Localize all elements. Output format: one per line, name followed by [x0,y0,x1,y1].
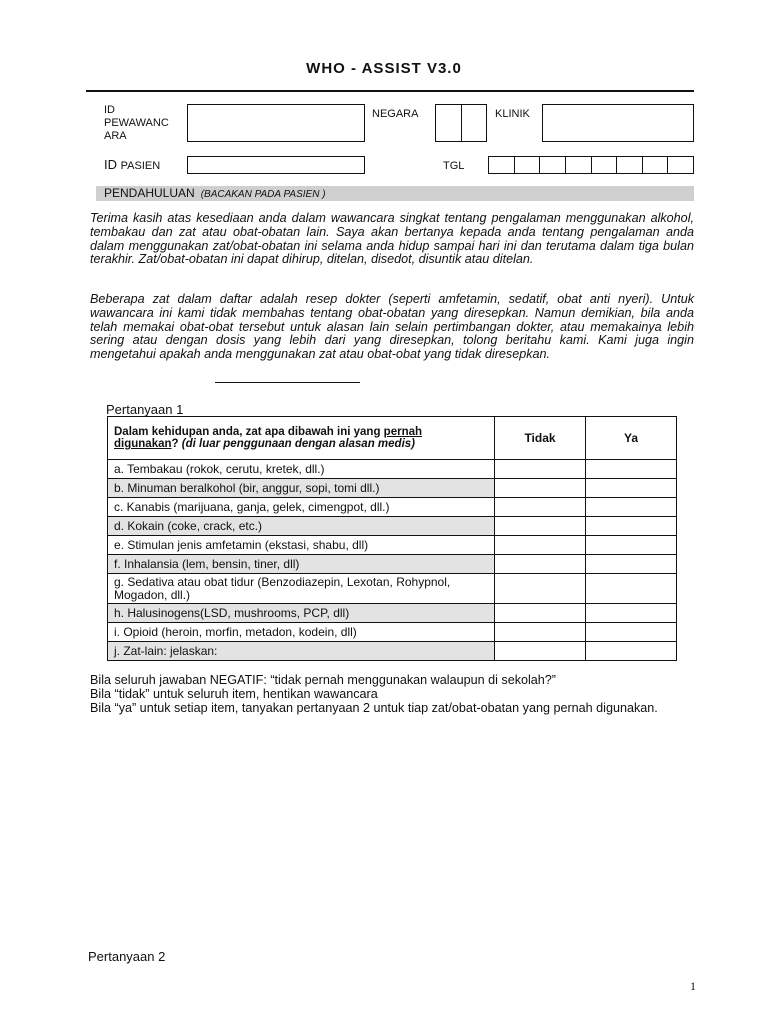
title-rule [86,90,694,92]
interviewer-id-label: ID PEWAWANC ARA [104,104,169,142]
column-header-no: Tidak [495,417,586,460]
answer-no-cell[interactable] [495,517,586,536]
table-header-row [108,417,677,460]
question-1-label: Pertanyaan 1 [106,402,184,417]
answer-yes-cell[interactable] [586,623,677,642]
page-title: WHO - ASSIST V3.0 [306,60,462,77]
substance-label: h. Halusinogens(LSD, mushrooms, PCP, dll) [108,604,495,623]
substance-label: j. Zat-lain: jelaskan: [108,642,495,661]
country-label: NEGARA [372,108,419,120]
table-row [108,460,677,479]
answer-yes-cell[interactable] [586,479,677,498]
answer-yes-cell[interactable] [586,555,677,574]
substance-label: g. Sedativa atau obat tidur (Benzodiazepin, Lexotan, Rohypnol, Mogadon, dll.) [108,574,495,604]
clinic-label: KLINIK [495,108,530,120]
table-row [108,498,677,517]
answer-no-cell[interactable] [495,479,586,498]
page-number: 1 [690,979,696,993]
table-row [108,517,677,536]
instruction-line: Bila seluruh jawaban NEGATIF: “tidak pernah menggunakan walaupun di sekolah?” [90,673,557,687]
instruction-line: Bila “ya” untuk setiap item, tanyakan pertanyaan 2 untuk tiap zat/obat-obatan yang pernah digunakan. [90,700,658,715]
answer-yes-cell[interactable] [586,498,677,517]
substance-label: c. Kanabis (marijuana, ganja, gelek, cimengpot, dll.) [108,498,495,517]
column-header-yes: Ya [586,417,677,460]
answer-yes-cell[interactable] [586,642,677,661]
substance-label: b. Minuman beralkohol (bir, anggur, sopi, tomi dll.) [108,479,495,498]
question-1-text: Dalam kehidupan anda, zat apa dibawah ini yang pernah digunakan? (di luar penggunaan dengan alasan medis) [108,417,495,460]
question-1-table [107,416,677,661]
answer-no-cell[interactable] [495,536,586,555]
patient-id-field[interactable] [187,156,365,174]
date-field[interactable] [488,156,694,174]
clinic-field[interactable] [542,104,694,142]
table-row [108,574,677,604]
answer-no-cell[interactable] [495,498,586,517]
answer-yes-cell[interactable] [586,460,677,479]
substance-label: a. Tembakau (rokok, cerutu, kretek, dll.) [108,460,495,479]
substance-label: e. Stimulan jenis amfetamin (ekstasi, shabu, dll) [108,536,495,555]
instructions-block [90,674,700,715]
answer-no-cell[interactable] [495,623,586,642]
substance-label: f. Inhalansia (lem, bensin, tiner, dll) [108,555,495,574]
intro-paragraph-1: Terima kasih atas kesediaan anda dalam wawancara singkat tentang pengalaman menggunakan alkohol, tembakau dan zat atau obat-obatan lain. Saya akan bertanya kepada anda tentang pengalaman anda dalam menggunakan zat/obat-obatan ini selama anda hidup sampai hari ini dan terutama dalam tiga bulan terakhir. Zat/obat-obatan ini dapat dihirup, ditelan, disedot, disuntik atau ditelan. [90,211,694,267]
table-row [108,623,677,642]
answer-yes-cell[interactable] [586,604,677,623]
date-label: TGL [443,160,465,172]
substance-label: d. Kokain (coke, crack, etc.) [108,517,495,536]
answer-no-cell[interactable] [495,574,586,604]
question-2-label: Pertanyaan 2 [88,949,166,964]
interviewer-id-field[interactable] [187,104,365,142]
separator-line [215,382,360,383]
table-row [108,642,677,661]
answer-no-cell[interactable] [495,642,586,661]
table-row [108,536,677,555]
answer-yes-cell[interactable] [586,536,677,555]
intro-paragraph-2: Beberapa zat dalam daftar adalah resep dokter (seperti amfetamin, sedatif, obat anti nyeri). Untuk wawancara ini kami tidak membahas tentang obat-obatan yang diresepkan. Namun demikian, bila anda telah memakai obat-obat tersebut untuk alasan lain selain pertimbangan dokter, atau memakainya lebih sering atau dengan dosis yang lebih dari yang diresepkan, tolong beritahu kami. Kami juga ingin mengetahui apakah anda menggunakan zat atau obat-obat yang tidak diresepkan. [90,292,694,362]
answer-yes-cell[interactable] [586,574,677,604]
answer-no-cell[interactable] [495,555,586,574]
table-row [108,604,677,623]
intro-banner: PENDAHULUAN (BACAKAN PADA PASIEN ) [96,186,694,201]
country-field[interactable] [435,104,487,142]
substance-label: i. Opioid (heroin, morfin, metadon, kodein, dll) [108,623,495,642]
table-row [108,479,677,498]
patient-id-label: ID PASIEN [104,157,161,172]
answer-yes-cell[interactable] [586,517,677,536]
answer-no-cell[interactable] [495,604,586,623]
instruction-line: Bila “tidak” untuk seluruh item, hentikan wawancara [90,686,378,701]
answer-no-cell[interactable] [495,460,586,479]
table-row [108,555,677,574]
